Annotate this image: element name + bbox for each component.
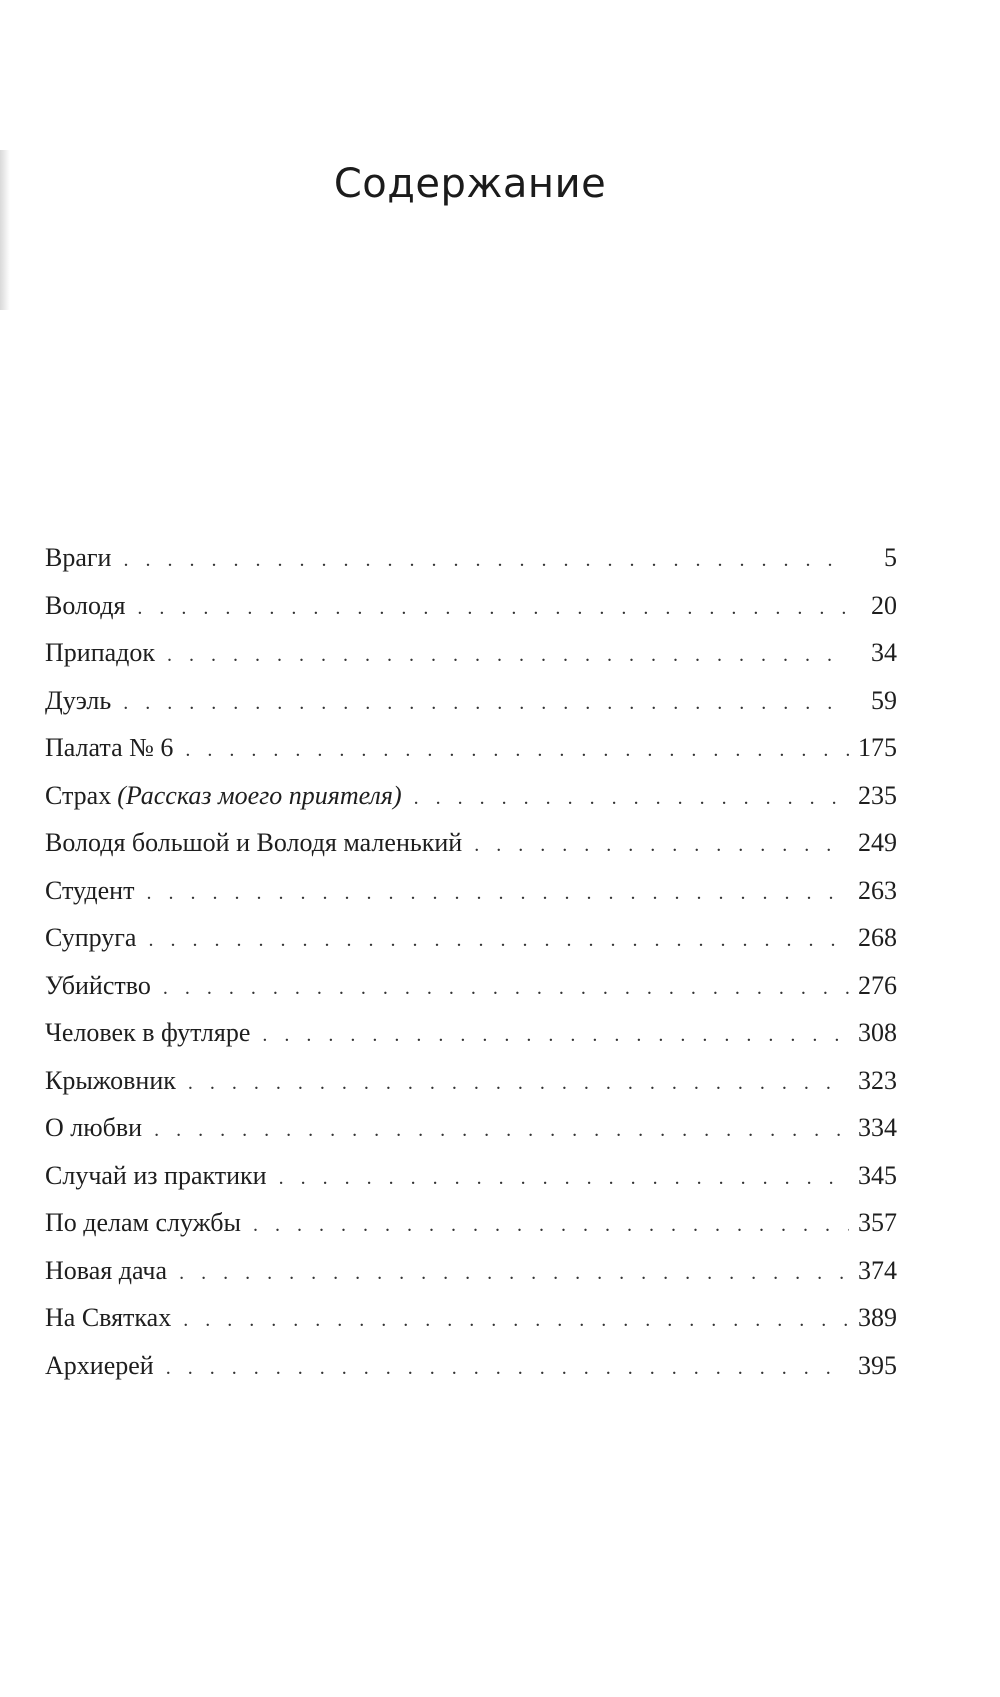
toc-entry-page: 389: [858, 1303, 897, 1332]
toc-entry-page: 249: [858, 828, 897, 857]
dot-leader: [146, 878, 849, 908]
toc-entry-page: 276: [858, 970, 897, 1000]
toc-entry-title: Супруга: [45, 923, 137, 952]
toc-entry-page: 5: [884, 543, 897, 572]
toc-entry-title: [45, 781, 402, 811]
page-title: Содержание: [333, 161, 607, 207]
toc-entry: [45, 1113, 897, 1161]
toc-entry-title: Володя большой и Володя маленький: [45, 828, 463, 857]
toc-entry-page: 235: [858, 780, 897, 810]
toc-entry: [45, 1256, 897, 1304]
toc-entry-page: 34: [871, 638, 897, 667]
toc-entry-title: Враги: [45, 543, 112, 572]
toc-entry: [45, 923, 897, 971]
dot-leader: [123, 688, 849, 718]
toc-entry: [45, 591, 897, 639]
dot-leader: [137, 593, 849, 623]
dot-leader: [262, 1020, 849, 1050]
toc-entry-page: 175: [858, 733, 897, 762]
toc-entry: [45, 1351, 897, 1399]
toc-entry-page: 357: [858, 1208, 897, 1237]
dot-leader: [474, 830, 849, 860]
toc-entry-title: Случай из практики: [45, 1160, 267, 1190]
toc-entry-title: Крыжовник: [45, 1065, 176, 1095]
dot-leader: [123, 545, 849, 575]
toc-entry: [45, 828, 897, 876]
toc-entry-page: 20: [871, 590, 897, 620]
toc-entry-page: 345: [858, 1160, 897, 1190]
dot-leader: [148, 925, 849, 955]
toc-entry: [45, 686, 897, 734]
toc-entry: [45, 971, 897, 1019]
toc-entry-title: Дуэль: [45, 685, 112, 715]
toc-entry-title: На Святках: [45, 1303, 172, 1332]
toc-entry-title: Володя: [45, 590, 126, 620]
toc-entry-page: 59: [871, 685, 897, 715]
toc-entry: [45, 781, 897, 829]
toc-entry: [45, 1066, 897, 1114]
dot-leader: [179, 1258, 849, 1288]
table-of-contents: [45, 543, 897, 1398]
toc-entry-subtitle: (Рассказ моего приятеля): [117, 780, 402, 810]
toc-entry-title: Новая дача: [45, 1255, 168, 1285]
dot-leader: [253, 1210, 849, 1240]
dot-leader: [154, 1115, 849, 1145]
toc-entry-page: 263: [858, 875, 897, 905]
toc-entry: [45, 733, 897, 781]
toc-entry-title: Человек в футляре: [45, 1018, 251, 1047]
toc-entry-page: 323: [858, 1065, 897, 1095]
toc-entry-page: 268: [858, 923, 897, 952]
toc-entry-title: По делам службы: [45, 1208, 242, 1237]
toc-entry-title: Припадок: [45, 638, 156, 667]
toc-entry: [45, 1303, 897, 1351]
toc-entry-page: 334: [858, 1113, 897, 1142]
toc-entry-title: О любви: [45, 1113, 143, 1142]
toc-entry-title: Архиерей: [45, 1350, 154, 1380]
toc-entry: [45, 876, 897, 924]
toc-entry-page: 308: [858, 1018, 897, 1047]
toc-entry-title: Студент: [45, 875, 135, 905]
toc-entry: [45, 1161, 897, 1209]
dot-leader: [163, 973, 849, 1003]
dot-leader: [279, 1163, 849, 1193]
toc-entry-page: 395: [858, 1350, 897, 1380]
dot-leader: [188, 1068, 849, 1098]
toc-entry: [45, 1208, 897, 1256]
toc-entry-page: 374: [858, 1255, 897, 1285]
dot-leader: [167, 640, 849, 670]
toc-entry: [45, 1018, 897, 1066]
toc-entry-title-main: Страх: [45, 780, 112, 810]
dot-leader: [414, 783, 849, 813]
toc-entry-title: Убийство: [45, 970, 151, 1000]
toc-entry: [45, 638, 897, 686]
toc-entry-title: Палата № 6: [45, 733, 174, 762]
dot-leader: [166, 1353, 849, 1383]
dot-leader: [185, 735, 849, 765]
toc-entry: [45, 543, 897, 591]
dot-leader: [183, 1305, 849, 1335]
